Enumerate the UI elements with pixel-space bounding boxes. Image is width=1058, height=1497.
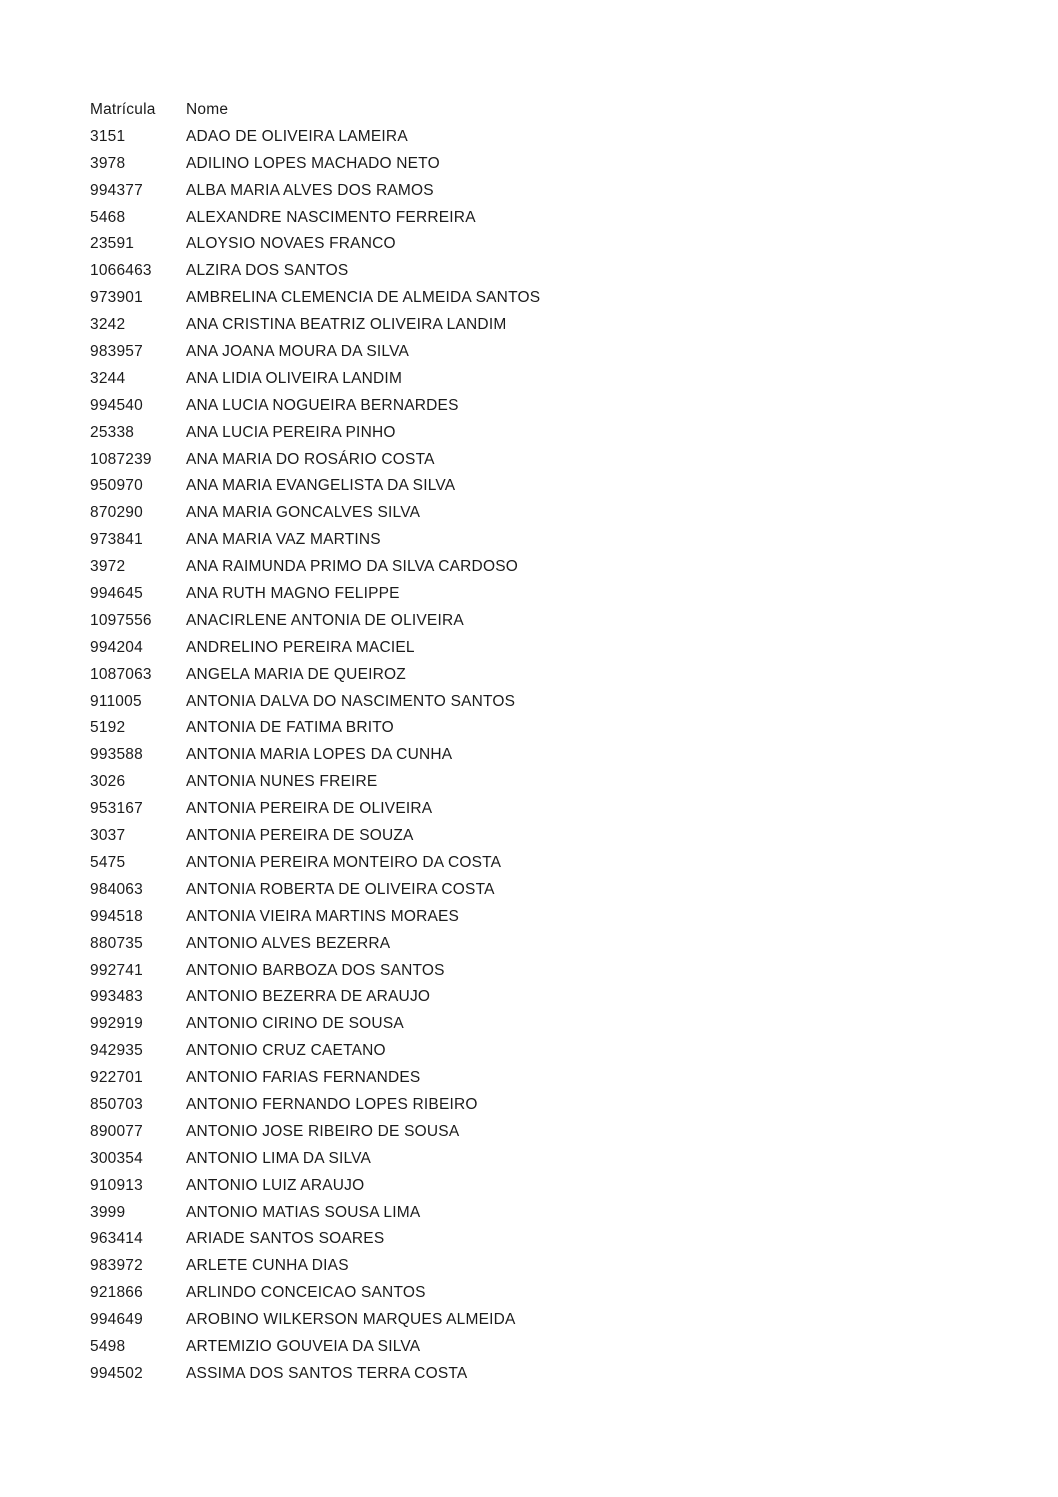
table-row [90,420,1038,447]
table-row [90,231,1038,258]
table-row [90,608,1038,635]
table-row [90,931,1038,958]
table-row [90,1011,1038,1038]
cell-matricula: 992741 [90,961,143,979]
table-row [90,124,1038,151]
table-row [90,662,1038,689]
cell-matricula: 911005 [90,692,142,710]
cell-matricula: 983957 [90,343,143,361]
table-row [90,500,1038,527]
cell-matricula: 870290 [90,504,143,522]
cell-matricula: 3242 [90,316,126,334]
cell-nome: ANTONIA PEREIRA DE SOUZA [186,827,414,845]
cell-matricula: 994649 [90,1311,143,1329]
table-row [90,151,1038,178]
cell-matricula: 973841 [90,531,143,549]
table-row [90,1253,1038,1280]
column-header-nome: Nome [186,101,229,118]
table-row [90,635,1038,662]
cell-matricula: 850703 [90,1095,143,1113]
column-header-matricula: Matrícula [90,101,156,118]
table-row [90,1092,1038,1119]
table-row [90,1307,1038,1334]
cell-matricula: 973901 [90,289,143,307]
cell-matricula: 25338 [90,423,135,441]
cell-nome: ANA LUCIA NOGUEIRA BERNARDES [186,396,459,414]
cell-matricula: 880735 [90,934,143,952]
cell-matricula: 1087239 [90,450,152,468]
table-row [90,527,1038,554]
table-row [90,1119,1038,1146]
cell-nome: ANTONIA ROBERTA DE OLIVEIRA COSTA [186,880,495,898]
table-row [90,581,1038,608]
cell-nome: ANA LUCIA PEREIRA PINHO [186,423,396,441]
cell-nome: ANACIRLENE ANTONIA DE OLIVEIRA [186,611,464,629]
cell-nome: ANTONIA PEREIRA MONTEIRO DA COSTA [186,853,502,871]
cell-nome: ANTONIO ALVES BEZERRA [186,934,391,952]
cell-matricula: 5192 [90,719,126,737]
cell-nome: ANA RUTH MAGNO FELIPPE [186,585,400,603]
cell-matricula: 994540 [90,396,143,414]
cell-nome: ALEXANDRE NASCIMENTO FERREIRA [186,208,476,226]
cell-matricula: 300354 [90,1149,143,1167]
cell-nome: ANTONIO LUIZ ARAUJO [186,1176,365,1194]
cell-nome: ADILINO LOPES MACHADO NETO [186,154,440,172]
cell-nome: ADAO DE OLIVEIRA LAMEIRA [186,127,408,145]
cell-matricula: 942935 [90,1042,143,1060]
cell-matricula: 994502 [90,1364,143,1382]
table-row [90,769,1038,796]
cell-matricula: 994518 [90,907,143,925]
cell-matricula: 994645 [90,585,143,603]
table-row [90,178,1038,205]
table-row [90,850,1038,877]
cell-matricula: 963414 [90,1230,143,1248]
cell-nome: ANTONIO BARBOZA DOS SANTOS [186,961,445,979]
roster-table [90,97,1038,1388]
cell-nome: ANTONIA MARIA LOPES DA CUNHA [186,746,453,764]
cell-matricula: 993588 [90,746,143,764]
cell-nome: ALZIRA DOS SANTOS [186,262,349,280]
table-row [90,339,1038,366]
table-row [90,904,1038,931]
table-row [90,823,1038,850]
cell-matricula: 3972 [90,558,126,576]
cell-nome: ARLINDO CONCEICAO SANTOS [186,1284,426,1302]
table-row [90,1226,1038,1253]
cell-nome: ANTONIA NUNES FREIRE [186,773,378,791]
cell-matricula: 910913 [90,1176,143,1194]
cell-matricula: 1066463 [90,262,152,280]
cell-nome: ANTONIA DE FATIMA BRITO [186,719,394,737]
cell-nome: ANTONIO CIRINO DE SOUSA [186,1015,404,1033]
cell-matricula: 992919 [90,1015,143,1033]
table-row [90,742,1038,769]
cell-nome: ANA MARIA DO ROSÁRIO COSTA [186,450,435,468]
table-row [90,1280,1038,1307]
cell-matricula: 3999 [90,1203,126,1221]
cell-nome: ANTONIA DALVA DO NASCIMENTO SANTOS [186,692,516,710]
table-row [90,1334,1038,1361]
cell-nome: ANTONIO CRUZ CAETANO [186,1042,386,1060]
table-row [90,689,1038,716]
cell-matricula: 3026 [90,773,126,791]
cell-nome: ANTONIA PEREIRA DE OLIVEIRA [186,800,433,818]
table-row [90,1200,1038,1227]
cell-nome: ARLETE CUNHA DIAS [186,1257,349,1275]
cell-matricula: 3978 [90,154,126,172]
cell-nome: ANA CRISTINA BEATRIZ OLIVEIRA LANDIM [186,316,507,334]
cell-nome: ANDRELINO PEREIRA MACIEL [186,638,415,656]
cell-nome: ASSIMA DOS SANTOS TERRA COSTA [186,1364,468,1382]
cell-matricula: 983972 [90,1257,143,1275]
table-row [90,393,1038,420]
table-row [90,205,1038,232]
cell-nome: AMBRELINA CLEMENCIA DE ALMEIDA SANTOS [186,289,541,307]
cell-matricula: 3244 [90,369,126,387]
cell-matricula: 984063 [90,880,143,898]
cell-nome: ANTONIO FARIAS FERNANDES [186,1069,421,1087]
cell-matricula: 994204 [90,638,143,656]
table-row [90,258,1038,285]
cell-matricula: 994377 [90,181,143,199]
cell-nome: ANGELA MARIA DE QUEIROZ [186,665,406,683]
cell-matricula: 921866 [90,1284,143,1302]
cell-matricula: 3037 [90,827,126,845]
cell-matricula: 5498 [90,1337,126,1355]
cell-matricula: 23591 [90,235,135,253]
table-row [90,1173,1038,1200]
table-row [90,984,1038,1011]
cell-nome: ARTEMIZIO GOUVEIA DA SILVA [186,1337,421,1355]
table-row [90,285,1038,312]
table-row [90,715,1038,742]
table-row [90,1146,1038,1173]
cell-matricula: 922701 [90,1069,143,1087]
table-row [90,554,1038,581]
table-row [90,312,1038,339]
cell-nome: ANA JOANA MOURA DA SILVA [186,343,410,361]
cell-nome: ANA MARIA EVANGELISTA DA SILVA [186,477,456,495]
cell-nome: ANTONIO JOSE RIBEIRO DE SOUSA [186,1122,460,1140]
table-row [90,1065,1038,1092]
cell-nome: ANTONIO MATIAS SOUSA LIMA [186,1203,421,1221]
cell-matricula: 950970 [90,477,143,495]
table-row [90,1361,1038,1388]
table-row [90,366,1038,393]
cell-nome: ANA MARIA GONCALVES SILVA [186,504,421,522]
cell-matricula: 1087063 [90,665,152,683]
table-body [90,124,1038,1388]
cell-matricula: 5475 [90,853,126,871]
table-row [90,877,1038,904]
table-row [90,1038,1038,1065]
cell-matricula: 5468 [90,208,126,226]
table-header-row [90,97,1038,124]
table-row [90,473,1038,500]
cell-nome: AROBINO WILKERSON MARQUES ALMEIDA [186,1311,516,1329]
cell-nome: ALOYSIO NOVAES FRANCO [186,235,396,253]
cell-nome: ARIADE SANTOS SOARES [186,1230,385,1248]
table-row [90,796,1038,823]
cell-matricula: 993483 [90,988,143,1006]
cell-nome: ALBA MARIA ALVES DOS RAMOS [186,181,434,199]
cell-matricula: 953167 [90,800,143,818]
cell-matricula: 1097556 [90,611,152,629]
cell-matricula: 3151 [90,127,126,145]
cell-nome: ANA LIDIA OLIVEIRA LANDIM [186,369,403,387]
cell-nome: ANA MARIA VAZ MARTINS [186,531,381,549]
cell-nome: ANA RAIMUNDA PRIMO DA SILVA CARDOSO [186,558,519,576]
cell-nome: ANTONIA VIEIRA MARTINS MORAES [186,907,460,925]
cell-nome: ANTONIO BEZERRA DE ARAUJO [186,988,431,1006]
table-row [90,958,1038,985]
cell-nome: ANTONIO FERNANDO LOPES RIBEIRO [186,1095,478,1113]
cell-matricula: 890077 [90,1122,143,1140]
table-row [90,447,1038,474]
cell-nome: ANTONIO LIMA DA SILVA [186,1149,372,1167]
